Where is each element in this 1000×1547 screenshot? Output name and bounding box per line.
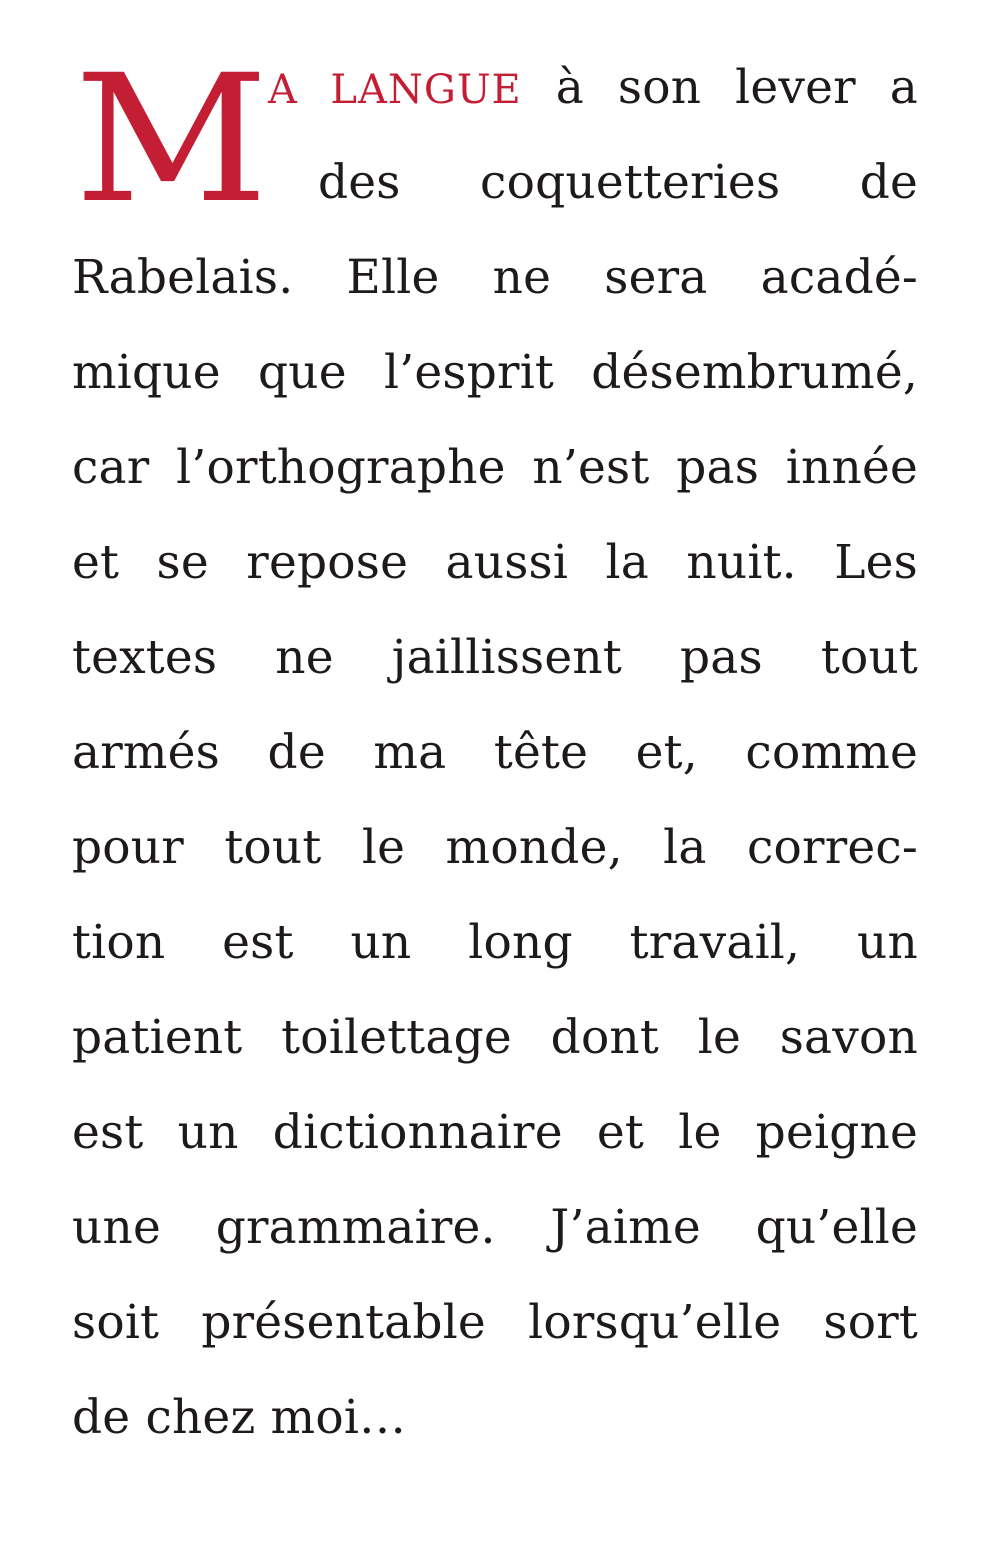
text-line-12: est un dictionnaire et le peigne — [72, 1105, 918, 1160]
text-line-11: patient toilettage dont le savon — [72, 1010, 918, 1065]
text-line-10: tion est un long travail, un — [72, 915, 918, 970]
text-line-5: car l’orthographe n’est pas innée — [72, 440, 918, 495]
text-line-8: armés de ma tête et, comme — [72, 725, 918, 780]
text-line-3: Rabelais. Elle ne sera acadé- — [72, 250, 918, 305]
text-line-13: une grammaire. J’aime qu’elle — [72, 1200, 918, 1255]
text-line-4: mique que l’esprit désembrumé, — [72, 345, 918, 400]
text-line-1-rest: à son lever a — [555, 60, 919, 115]
text-line-14: soit présentable lorsqu’elle sort — [72, 1295, 918, 1350]
text-line-1 — [268, 40, 918, 136]
opening-small-caps: A LANGUE — [268, 67, 522, 113]
drop-cap-letter: M — [74, 37, 269, 242]
text-line-15: de chez moi… — [72, 1390, 407, 1445]
text-line-7: textes ne jaillissent pas tout — [72, 630, 918, 685]
text-line-6: et se repose aussi la nuit. Les — [72, 535, 918, 590]
text-line-9: pour tout le monde, la correc- — [72, 820, 918, 875]
text-line-2: des coquetteries de — [318, 155, 918, 210]
